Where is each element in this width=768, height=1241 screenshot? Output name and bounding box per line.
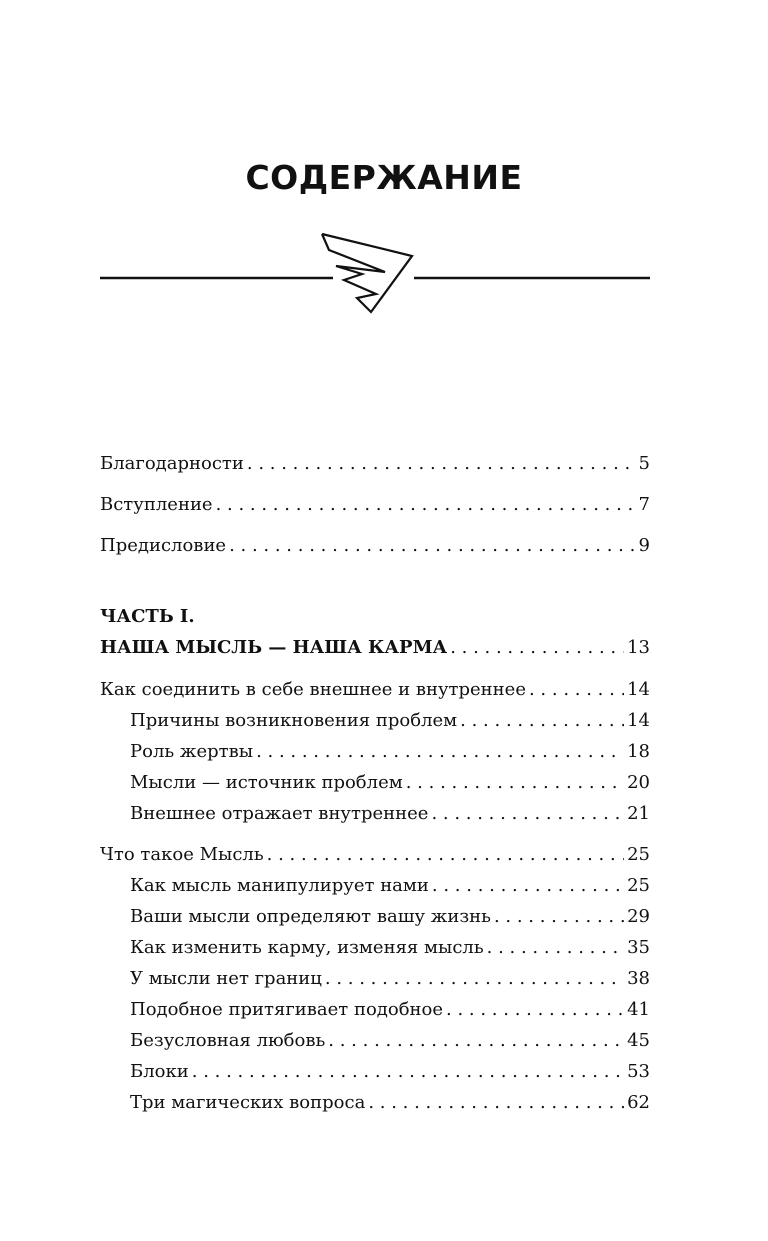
toc-section-entry[interactable] [100, 705, 650, 736]
toc-entry-label: Роль жертвы [130, 741, 254, 762]
toc-part-title: НАША МЫСЛЬ — НАША КАРМА [100, 637, 448, 658]
toc-entry-page: 20 [627, 772, 650, 793]
toc-chapter-entry[interactable] [100, 674, 650, 705]
toc-entry-label: Подобное притягивает подобное [130, 999, 444, 1020]
toc-entry-page: 62 [627, 1092, 650, 1113]
toc-section-entry[interactable] [100, 963, 650, 994]
toc-entry-label: Что такое Мысль [100, 844, 264, 865]
toc-section-entry[interactable] [100, 1025, 650, 1056]
toc-leader-dots [460, 705, 624, 736]
toc-entry-label: Как изменить карму, изменяя мысль [130, 937, 484, 958]
toc-leader-dots [247, 448, 636, 479]
toc-entry[interactable] [100, 489, 650, 530]
toc-entry-page: 41 [627, 999, 650, 1020]
toc-entry-page: 45 [627, 1030, 650, 1051]
toc-entry-label: Ваши мысли определяют вашу жизнь [130, 906, 491, 927]
toc-entry-label: Причины возникновения проблем [130, 710, 458, 731]
toc-entry-page: 21 [627, 803, 650, 824]
toc-leader-dots [529, 674, 624, 705]
toc-leader-dots [256, 736, 624, 767]
toc-entry-page: 9 [638, 535, 650, 556]
toc-entry-label: Предисловие [100, 535, 227, 556]
toc-entry-page: 25 [627, 844, 650, 865]
toc-leader-dots [325, 963, 624, 994]
toc-leader-dots [487, 932, 624, 963]
toc-section-entry[interactable] [100, 1087, 650, 1118]
toc-entry-label: Вступление [100, 494, 213, 515]
toc-entry-label: Блоки [130, 1061, 189, 1082]
toc-chapter-entry[interactable] [100, 839, 650, 870]
toc-entry-page: 18 [627, 741, 650, 762]
toc-part-entry[interactable] [100, 632, 650, 663]
toc-entry-page: 38 [627, 968, 650, 989]
toc-leader-dots [192, 1056, 624, 1087]
toc-section-entry[interactable] [100, 767, 650, 798]
toc-leader-dots [368, 1087, 624, 1118]
toc-section-entry[interactable] [100, 932, 650, 963]
lightning-triangle-divider-icon [100, 228, 650, 318]
toc-leader-dots [267, 839, 624, 870]
toc-entry-page: 35 [627, 937, 650, 958]
toc-entry-page: 29 [627, 906, 650, 927]
toc-section-entry[interactable] [100, 994, 650, 1025]
toc-entry-page: 14 [627, 679, 650, 700]
toc-section-entry[interactable] [100, 870, 650, 901]
toc-section-entry[interactable] [100, 1056, 650, 1087]
toc-leader-dots [328, 1025, 624, 1056]
part-heading: ЧАСТЬ I. [100, 606, 195, 627]
toc-entry-label: Как мысль манипулирует нами [130, 875, 429, 896]
toc-section-entry[interactable] [100, 901, 650, 932]
toc-entry-page: 7 [638, 494, 650, 515]
toc-leader-dots [446, 994, 624, 1025]
toc-entry[interactable] [100, 448, 650, 489]
toc-entry-page: 13 [627, 637, 650, 658]
page-title: СОДЕРЖАНИЕ [245, 158, 523, 197]
toc-entry[interactable] [100, 530, 650, 571]
toc-entry-label: Внешнее отражает внутреннее [130, 803, 429, 824]
toc-leader-dots [431, 798, 624, 829]
toc-leader-dots [229, 530, 635, 561]
toc-leader-dots [216, 489, 636, 520]
toc-entry-label: Как соединить в себе внешнее и внутреннее [100, 679, 526, 700]
toc-section-entry[interactable] [100, 798, 650, 829]
toc-leader-dots [494, 901, 624, 932]
toc-entry-label: Безусловная любовь [130, 1030, 326, 1051]
table-of-contents [100, 448, 650, 1118]
toc-entry-page: 14 [627, 710, 650, 731]
toc-section-entry[interactable] [100, 736, 650, 767]
toc-entry-label: Мысли — источник проблем [130, 772, 403, 793]
toc-entry-label: У мысли нет границ [130, 968, 322, 989]
toc-leader-dots [450, 632, 624, 663]
toc-entry-label: Три магических вопроса [130, 1092, 366, 1113]
toc-entry-page: 53 [627, 1061, 650, 1082]
toc-entry-page: 5 [638, 453, 650, 474]
group-spacer [100, 829, 650, 839]
toc-entry-label: Благодарности [100, 453, 244, 474]
toc-entry-page: 25 [627, 875, 650, 896]
toc-leader-dots [406, 767, 624, 798]
toc-leader-dots [432, 870, 624, 901]
